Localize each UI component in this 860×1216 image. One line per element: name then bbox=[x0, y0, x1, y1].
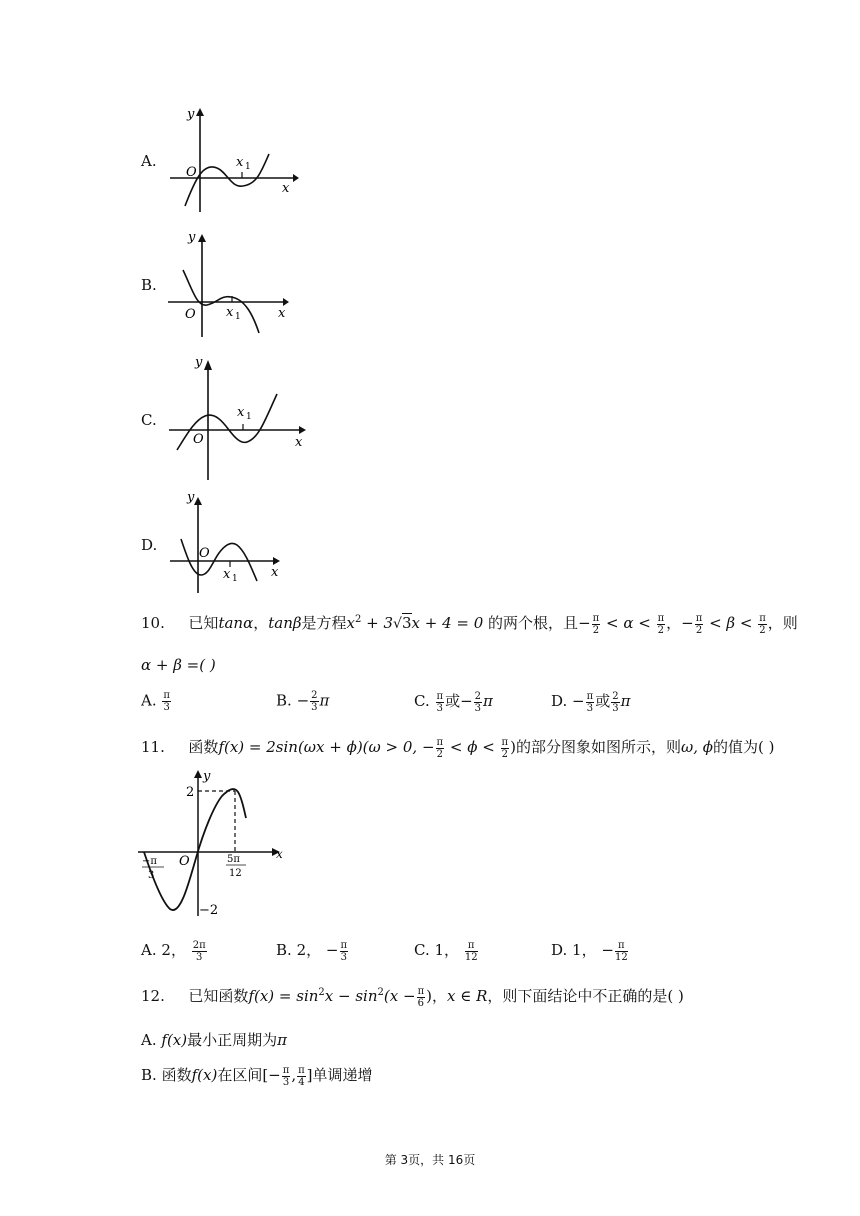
q10-minus2: − bbox=[681, 614, 694, 632]
q12-func3: (x − bbox=[383, 987, 416, 1005]
option-d-label: D. bbox=[141, 536, 158, 554]
q12-text2: ，则下面结论中不正确的是( ) bbox=[487, 987, 684, 1005]
axis-x-label: x bbox=[282, 181, 290, 196]
origin-label: O bbox=[185, 307, 196, 322]
option-d-graph bbox=[165, 487, 290, 597]
q10-comma: ， bbox=[666, 614, 682, 632]
q10-option-a: A. $\frac{\pi}{3}$ bbox=[141, 690, 170, 713]
q11-x-left-den: 3 bbox=[148, 870, 155, 881]
option-a-graph bbox=[165, 100, 300, 215]
q11-frac1: $\frac{\pi}{2}$ bbox=[436, 736, 444, 760]
q11-func: f(x) = 2sin(ωx + ϕ)(ω > 0, − bbox=[218, 738, 435, 756]
q12-text1: 已知函数 bbox=[188, 987, 249, 1005]
q11-text3: 的值为( ) bbox=[713, 738, 775, 756]
q12-sup2: 2 bbox=[377, 987, 384, 998]
q10-then: ，则 bbox=[767, 614, 798, 632]
option-c-label: C. bbox=[141, 411, 157, 429]
q10-eq-b: + 3 bbox=[361, 614, 394, 632]
q12-func2: x − sin bbox=[324, 987, 378, 1005]
q12-stem bbox=[141, 985, 684, 1009]
point-label: x bbox=[226, 305, 234, 320]
q10-frac4: $\frac{\pi}{2}$ bbox=[759, 612, 766, 636]
q11-y-bottom: −2 bbox=[199, 903, 219, 918]
q10-minus1: − bbox=[578, 614, 591, 632]
q10-eq-root: 3 bbox=[401, 614, 412, 632]
point-sub: 1 bbox=[246, 412, 252, 422]
q10-text1: 已知 bbox=[188, 614, 219, 632]
page-footer: 第 3页，共 16页 bbox=[384, 1153, 476, 1167]
point-sub: 1 bbox=[235, 312, 241, 322]
q10-option-d: D. − $\frac{\pi}{3}$ 或 $\frac{2}{3}$ π bbox=[551, 690, 631, 714]
q11-stem bbox=[141, 736, 774, 760]
point-label: x bbox=[237, 405, 245, 420]
q11-number: 11. bbox=[141, 738, 165, 756]
q10-tan-alpha: tanα bbox=[218, 614, 254, 632]
q11-text1: 函数 bbox=[188, 738, 219, 756]
axis-x-label: x bbox=[278, 306, 286, 321]
q12-func1: f(x) = sin bbox=[248, 987, 319, 1005]
q11-close: ) bbox=[510, 738, 516, 756]
axis-y-label: y bbox=[187, 490, 195, 505]
point-label: x bbox=[223, 567, 231, 582]
q11-x-right-num: 5π bbox=[227, 854, 240, 865]
q10-number: 10. bbox=[141, 614, 165, 632]
point-sub: 1 bbox=[245, 162, 251, 172]
option-b-label: B. bbox=[141, 276, 157, 294]
q11-option-b: B. 2， − $\frac{\pi}{3}$ bbox=[276, 939, 348, 963]
q10-line1: 10. 已知tanα，tanβ是方程$x^2 + 3√3x + 4 = 0$ 的两个根，且− $\frac{\pi}{2}$ < α < $\frac{\pi}{2}$ ，− $\frac{\pi}{2}$ < β < $\frac{\pi}{2}$ ，则 bbox=[141, 612, 798, 636]
q10-option-b: B. − $\frac{2}{3}$ π bbox=[276, 690, 330, 713]
q10-beta-ineq: < β < bbox=[704, 614, 758, 632]
q11-ineq: < ϕ < bbox=[445, 738, 500, 756]
q10-text3: 的两个根，且 bbox=[483, 614, 579, 632]
option-a-label: A. bbox=[141, 152, 157, 170]
q10-eq-c: x + 4 = 0 bbox=[411, 614, 484, 632]
q12-frac: $\frac{\pi}{6}$ bbox=[417, 985, 425, 1009]
q10-alpha-ineq: < α < bbox=[601, 614, 656, 632]
q12-domain: x ∈ R bbox=[447, 987, 488, 1005]
q11-text2: 的部分图象如图所示，则 bbox=[515, 738, 681, 756]
q11-y-top: 2 bbox=[186, 785, 195, 800]
axis-y-label: y bbox=[188, 230, 196, 245]
origin-label: O bbox=[193, 432, 204, 447]
q12-sup1: 2 bbox=[318, 987, 325, 998]
q12-func4: )， bbox=[426, 987, 447, 1005]
origin-label: O bbox=[186, 165, 197, 180]
option-c-graph bbox=[165, 350, 310, 485]
origin-label: O bbox=[199, 546, 210, 561]
q10-sep: ， bbox=[253, 614, 269, 632]
q11-x-left-num: −π bbox=[142, 856, 157, 867]
point-label: x bbox=[236, 155, 244, 170]
q11-frac2: $\frac{\pi}{2}$ bbox=[501, 736, 509, 760]
axis-x-label: x bbox=[295, 435, 303, 450]
q11-vars: ω, ϕ bbox=[681, 738, 713, 756]
q11-option-c: C. 1， $\frac{\pi}{12}$ bbox=[414, 939, 478, 963]
point-sub: 1 bbox=[232, 574, 238, 584]
q10-option-c: C. $\frac{\pi}{3}$ 或− $\frac{2}{3}$ π bbox=[414, 690, 493, 714]
q12-option-a: A. f(x)最小正周期为π bbox=[141, 1031, 287, 1049]
q10-eq-sup: 2 bbox=[355, 614, 362, 625]
q10-frac2: $\frac{\pi}{2}$ bbox=[657, 612, 665, 636]
q10-text2: 是方程 bbox=[301, 614, 347, 632]
q10-line2: α + β =( ) bbox=[141, 656, 216, 674]
q10-frac3: $\frac{\pi}{2}$ bbox=[695, 612, 703, 636]
q11-option-a: A. 2， $\frac{2\pi}{3}$ bbox=[141, 939, 206, 963]
q10-eq-x: x bbox=[346, 614, 356, 632]
q10-tan-beta: tanβ bbox=[268, 614, 302, 632]
option-b-graph bbox=[165, 225, 300, 340]
axis-y-label: y bbox=[187, 107, 195, 122]
q11-origin: O bbox=[179, 854, 190, 869]
q11-x-right-den: 12 bbox=[229, 868, 242, 879]
q11-graph bbox=[138, 766, 288, 926]
q12-option-b: B. 函数f(x)在区间[− $\frac{\pi}{3}$ , $\frac{\pi}{4}$ ]单调递增 bbox=[141, 1064, 373, 1088]
q11-y-label: y bbox=[203, 769, 211, 784]
axis-x-label: x bbox=[271, 565, 279, 580]
q10-frac1: $\frac{\pi}{2}$ bbox=[592, 612, 600, 636]
q12-number: 12. bbox=[141, 987, 165, 1005]
q11-option-d: D. 1， − $\frac{\pi}{12}$ bbox=[551, 939, 628, 963]
axis-y-label: y bbox=[195, 355, 203, 370]
q11-x-label: x bbox=[276, 847, 283, 861]
